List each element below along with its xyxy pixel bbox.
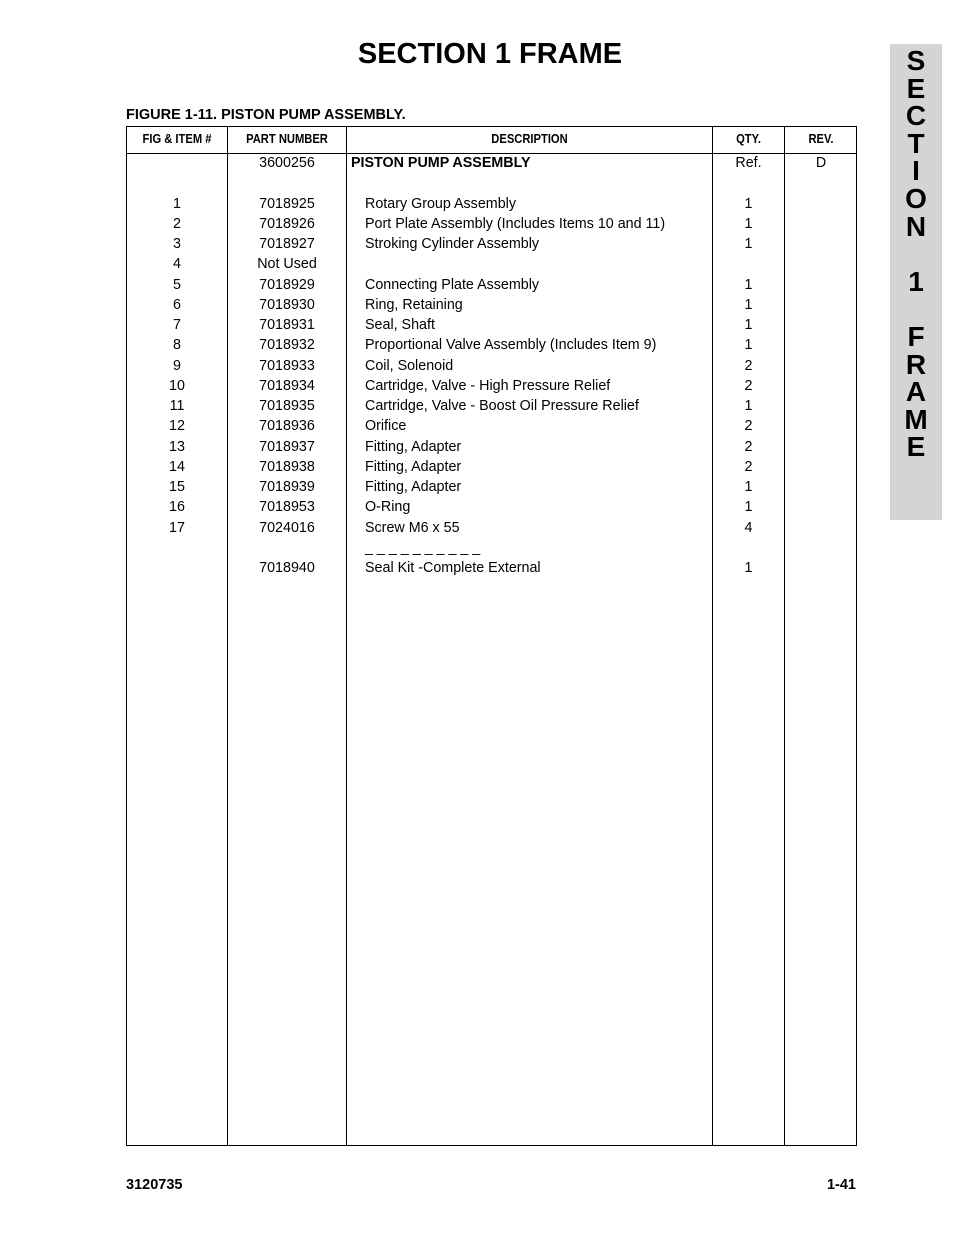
fig-item-cell: 13 (169, 438, 185, 455)
table-row (127, 518, 856, 538)
fig-item-cell: 15 (169, 479, 185, 495)
fig-item-cell: 3 (173, 236, 181, 252)
fig-item-cell: 14 (169, 458, 185, 475)
side-tab-letter: E (906, 431, 926, 463)
qty-cell: 1 (744, 337, 753, 354)
side-tab-letter: R (905, 348, 927, 380)
fig-item-cell: 10 (169, 377, 185, 394)
table-row (127, 234, 856, 254)
qty-cell: 1 (744, 499, 753, 516)
table-row (127, 477, 856, 497)
fig-item-cell: 12 (169, 418, 185, 435)
part-number-cell: 7018927 (259, 236, 315, 252)
side-tab-letter: C (905, 100, 927, 132)
section-side-tab (890, 44, 942, 520)
description-cell: Ring, Retaining (365, 296, 463, 313)
rev-cell: D (815, 155, 827, 171)
part-number-cell: 7018931 (259, 317, 315, 333)
side-tab-letter: T (907, 127, 925, 159)
part-number-cell: 7018930 (259, 296, 315, 313)
fig-item-cell: 4 (173, 256, 181, 273)
side-tab-letter (890, 295, 942, 323)
table-row (127, 315, 856, 335)
part-number-cell: 3600256 (259, 155, 315, 171)
part-number-cell: 7018926 (259, 215, 315, 232)
description-cell: Fitting, Adapter (365, 479, 462, 495)
page-number: 1-41 (826, 1177, 856, 1193)
description-cell: Cartridge, Valve - Boost Oil Pressure Relief (365, 398, 639, 414)
part-number-cell: 7018937 (259, 438, 315, 455)
table-row (127, 437, 856, 457)
table-row (127, 275, 856, 295)
part-number-cell: 7018934 (259, 377, 315, 394)
qty-cell: 1 (744, 560, 753, 576)
table-row (127, 497, 856, 517)
fig-item-cell: 11 (169, 398, 185, 414)
fig-item-cell: 5 (173, 276, 181, 293)
part-number-cell: 7018933 (259, 357, 315, 374)
header-part-number: PART NUMBER (246, 131, 328, 146)
side-tab-letter: A (905, 376, 927, 408)
part-number-cell: 7018939 (259, 479, 315, 495)
description-cell: Fitting, Adapter (365, 458, 462, 475)
description-cell: Port Plate Assembly (Includes Items 10 and 11) (365, 215, 666, 232)
description-cell: Cartridge, Valve - High Pressure Relief (365, 377, 611, 394)
description-cell: PISTON PUMP ASSEMBLY (351, 155, 531, 171)
table-row (127, 376, 856, 396)
part-number-cell: 7018932 (259, 337, 315, 354)
description-cell: O-Ring (365, 499, 411, 516)
table-row (127, 295, 856, 315)
qty-cell: 1 (744, 195, 753, 212)
table-row (127, 153, 856, 173)
qty-cell: 2 (744, 418, 753, 435)
table-row (127, 396, 856, 416)
description-cell: Orifice (365, 418, 407, 435)
part-number-cell: 7018938 (259, 458, 315, 475)
side-tab-letter: E (906, 72, 926, 104)
table-row (127, 538, 856, 558)
fig-item-cell: 9 (173, 357, 181, 374)
table-row (127, 356, 856, 376)
description-cell: _ _ _ _ _ _ _ _ _ _ (365, 539, 481, 556)
header-rev: REV. (808, 131, 834, 146)
fig-item-cell: 6 (173, 296, 181, 313)
qty-cell: 1 (744, 276, 753, 293)
table-row (127, 194, 856, 214)
description-cell: Seal, Shaft (365, 317, 435, 333)
table-row (127, 214, 856, 234)
table-row (127, 173, 856, 193)
fig-item-cell: 17 (169, 519, 185, 536)
qty-cell: 1 (744, 398, 753, 414)
qty-cell: 2 (744, 357, 753, 374)
description-cell: Stroking Cylinder Assembly (365, 236, 540, 252)
side-tab-letter: F (907, 320, 925, 352)
side-tab-letter: S (906, 45, 926, 76)
qty-cell: Ref. (735, 155, 762, 171)
qty-cell: 1 (744, 236, 753, 252)
fig-item-cell: 1 (173, 195, 181, 212)
fig-item-cell: 7 (173, 317, 181, 333)
figure-caption: FIGURE 1-11. PISTON PUMP ASSEMBLY. (126, 107, 406, 123)
side-tab-letter: I (912, 155, 920, 187)
qty-cell: 1 (744, 215, 753, 232)
qty-cell: 2 (744, 458, 753, 475)
description-cell: Rotary Group Assembly (365, 195, 516, 212)
document-number: 3120735 (126, 1177, 183, 1193)
description-cell: Proportional Valve Assembly (Includes Item 9) (365, 337, 657, 354)
qty-cell: 4 (744, 519, 753, 536)
table-row (127, 335, 856, 355)
table-row (127, 457, 856, 477)
qty-cell: 2 (744, 438, 753, 455)
table-row (127, 416, 856, 436)
description-cell: Fitting, Adapter (365, 438, 462, 455)
part-number-cell: 7018940 (259, 560, 315, 576)
description-cell: Screw M6 x 55 (365, 519, 460, 536)
qty-cell: 1 (744, 296, 753, 313)
part-number-cell: 7018935 (259, 398, 315, 414)
page-title: SECTION 1 FRAME (357, 38, 623, 70)
fig-item-cell: 16 (169, 499, 185, 516)
part-number-cell: 7024016 (259, 519, 315, 536)
section-side-tab-letters (890, 47, 942, 461)
header-description: DESCRIPTION (491, 131, 568, 146)
side-tab-letter: 1 (908, 265, 924, 297)
part-number-cell: 7018936 (259, 418, 315, 435)
description-cell: Seal Kit -Complete External (365, 560, 541, 576)
header-fig-item: FIG & ITEM # (142, 131, 212, 146)
part-number-cell: 7018953 (259, 499, 315, 516)
parts-table (126, 126, 857, 1146)
side-tab-letter: O (905, 182, 927, 214)
description-cell: Coil, Solenoid (365, 357, 454, 374)
table-row (127, 558, 856, 578)
fig-item-cell: 8 (173, 337, 181, 354)
table-row (127, 254, 856, 274)
part-number-cell: 7018925 (259, 195, 315, 212)
side-tab-letter: N (905, 210, 927, 242)
side-tab-letter: M (904, 403, 928, 435)
qty-cell: 1 (744, 479, 753, 495)
qty-cell: 2 (744, 377, 753, 394)
qty-cell: 1 (744, 317, 753, 333)
fig-item-cell: 2 (173, 215, 181, 232)
side-tab-letter (890, 240, 942, 268)
header-qty: QTY. (736, 131, 761, 146)
description-cell: Connecting Plate Assembly (365, 276, 540, 293)
part-number-cell: Not Used (257, 256, 317, 273)
part-number-cell: 7018929 (259, 276, 315, 293)
